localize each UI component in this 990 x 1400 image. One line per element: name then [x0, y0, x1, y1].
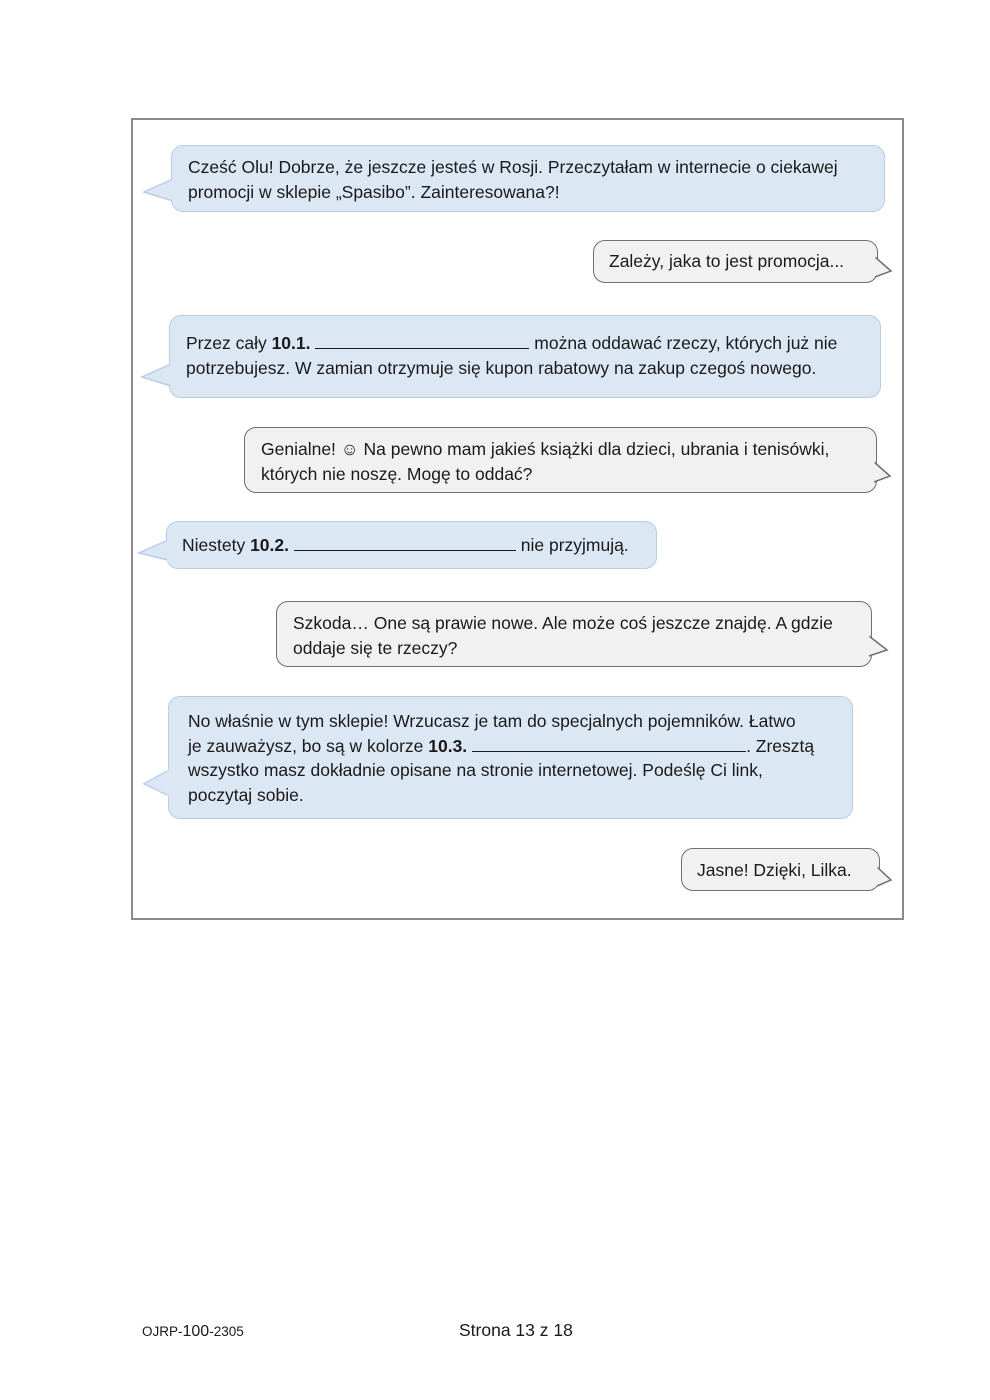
answer-gap-10-2[interactable]	[294, 533, 516, 551]
message-bubble-right	[244, 427, 877, 493]
message-bubble-left	[171, 145, 885, 212]
message-line: których nie noszę. Mogę to oddać?	[261, 463, 533, 484]
message-line: Jasne! Dzięki, Lilka.	[697, 860, 852, 880]
speech-tail-left	[139, 769, 173, 797]
message-line: Zależy, jaka to jest promocja...	[609, 251, 845, 271]
message-line: Szkoda… One są prawie nowe. Ale może coś jeszcze znajdę. A gdzie	[293, 613, 833, 633]
message-line: Cześć Olu! Dobrze, że jeszcze jesteś w Rosji. Przeczytałam w internecie o ciekawej	[188, 157, 838, 177]
speech-tail-right	[872, 460, 894, 488]
message-bubble-left	[169, 315, 881, 398]
message-bubble-right	[276, 601, 872, 667]
gap-label: 10.1.	[271, 333, 311, 353]
message-line: wszystko masz dokładnie opisane na stronie internetowej. Podeślę Ci link,	[188, 760, 763, 780]
speech-tail-right	[875, 865, 895, 893]
speech-tail-right	[867, 634, 891, 662]
message-line: promocji w sklepie „Spasibo”. Zainteresowana?!	[188, 181, 560, 202]
message-line: oddaje się te rzeczy?	[293, 637, 458, 658]
message-line: Przez cały 10.1. można oddawać rzeczy, których już nie	[186, 333, 838, 353]
speech-tail-left	[137, 538, 171, 566]
page-number: Strona 13 z 18	[459, 1320, 573, 1340]
smiley-icon: ☺	[340, 439, 359, 459]
message-line: Genialne! ☺ Na pewno mam jakieś książki dla dzieci, ubrania i tenisówki,	[261, 439, 830, 459]
speech-tail-left	[140, 362, 174, 390]
message-bubble-right	[593, 240, 878, 283]
message-line: je zauważysz, bo są w kolorze 10.3. . Zresztą	[188, 735, 815, 756]
message-bubble-left	[166, 521, 657, 569]
answer-gap-10-1[interactable]	[315, 331, 529, 349]
message-line: No właśnie w tym sklepie! Wrzucasz je tam do specjalnych pojemników. Łatwo	[188, 711, 796, 731]
message-line: Niestety 10.2. nie przyjmują.	[182, 535, 629, 555]
message-line: potrzebujesz. W zamian otrzymuje się kupon rabatowy na zakup czegoś nowego.	[186, 357, 817, 378]
message-bubble-right	[681, 848, 880, 891]
gap-label: 10.2.	[250, 535, 290, 555]
speech-tail-right	[873, 255, 895, 283]
message-bubble-left	[168, 696, 853, 819]
exam-code: OJRP-100-2305	[142, 1323, 244, 1340]
answer-gap-10-3[interactable]	[472, 734, 746, 752]
speech-tail-left	[142, 177, 176, 205]
message-line: poczytaj sobie.	[188, 784, 304, 805]
gap-label: 10.3.	[428, 735, 468, 756]
